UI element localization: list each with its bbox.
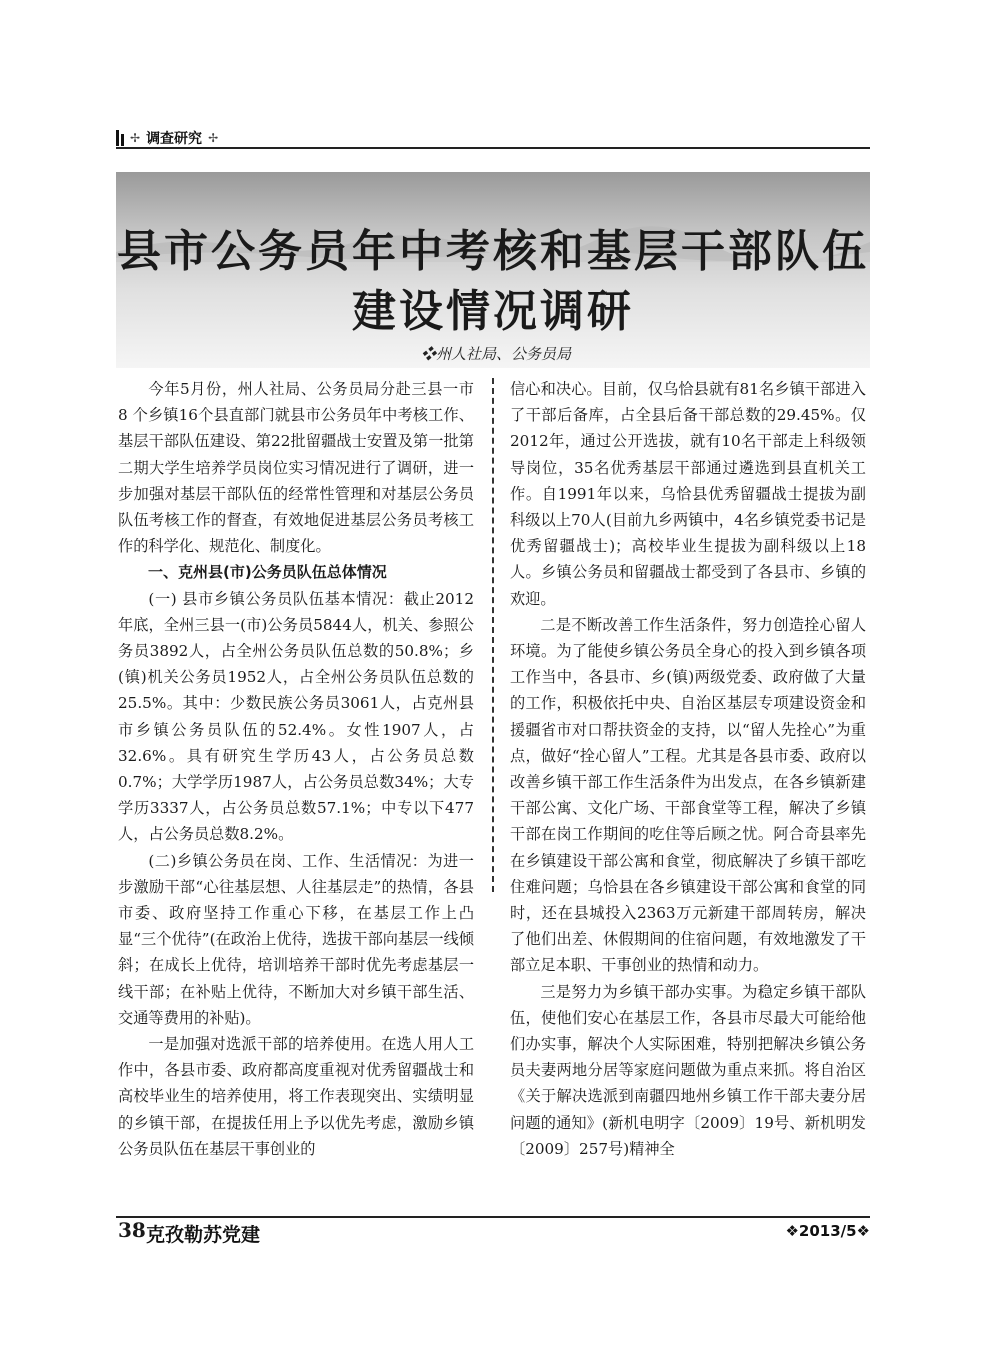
left-column	[118, 376, 474, 1162]
cross-icon: ✢	[130, 131, 141, 145]
cross-icon: ✢	[208, 131, 219, 145]
section-heading: 一、克州县(市)公务员队伍总体情况	[148, 563, 387, 582]
paragraph: 一是加强对选派干部的培养使用。在选人用人工作中，各县市委、政府都高度重视对优秀留疆战士和高校毕业生的培养使用，将工作表现突出、实绩明显的乡镇干部，在提拔任用上予以优先考虑，激励乡镇公务员队伍在基层干事创业的	[118, 1035, 474, 1158]
bottom-rule	[116, 1216, 870, 1218]
section-tag	[116, 128, 218, 148]
column-divider	[492, 378, 494, 892]
section-bars-icon	[116, 130, 124, 146]
page-number: 38	[118, 1218, 146, 1242]
right-column	[510, 376, 866, 1162]
author-byline: ❖州人社局、公务员局	[420, 345, 571, 363]
paragraph-continued: 信心和决心。目前，仅乌恰县就有81名乡镇干部进入了干部后备库，占全县后备干部总数的29.45%。仅2012年，通过公开选拔，就有10名干部走上科级领导岗位，35名优秀基层干部通过遴选到县直机关工作。自1991年以来，乌恰县优秀留疆战士提拔为副科级以上70人(目前九乡两镇中，4名乡镇党委书记是优秀留疆战士)；高校毕业生提拔为副科级以上18人。乡镇公务员和留疆战士都受到了各县市、乡镇的欢迎。	[510, 380, 866, 608]
section-label: 调查研究	[146, 131, 203, 147]
paragraph: 三是努力为乡镇干部办实事。为稳定乡镇干部队伍，使他们安心在基层工作，各县市尽最大可能给他们办实事，解决个人实际困难，特别把解决乡镇公务员夫妻两地分居等家庭问题做为重点来抓。将自治区《关于解决选派到南疆四地州乡镇工作干部夫妻分居问题的通知》(新机电明字〔2009〕19号、新机明发〔2009〕257号)精神全	[510, 982, 866, 1158]
paragraph: (二)乡镇公务员在岗、工作、生活情况：为进一步激励干部“心往基层想、人往基层走”的热情，各县市委、政府坚持工作重心下移，在基层工作上凸显“三个优待”(在政治上优待，选拔干部向基层一线倾斜；在成长上优待，培训培养干部时优先考虑基层一线干部；在补贴上优待，不断加大对乡镇干部生活、交通等费用的补贴)。	[118, 851, 474, 1027]
article-title	[116, 222, 870, 342]
paragraph: 二是不断改善工作生活条件，努力创造拴心留人环境。为了能使乡镇公务员全身心的投入到乡镇各项工作当中，各县市、乡(镇)两级党委、政府做了大量的工作，积极依托中央、自治区基层专项建设资金和援疆省市对口帮扶资金的支持，以“留人先拴心”为重点，做好“拴心留人”工程。尤其是各县市委、政府以改善乡镇干部工作生活条件为出发点，在各乡镇新建干部公寓、文化广场、干部食堂等工程，解决了乡镇干部在岗工作期间的吃住等后顾之忧。阿合奇县率先在乡镇建设干部公寓和食堂，彻底解决了乡镇干部吃住难问题；乌恰县在各乡镇建设干部公寓和食堂的同时，还在县城投入2363万元新建干部周转房，解决了他们出差、休假期间的住宿问题，有效地激发了干部立足本职、干事创业的热情和动力。	[510, 615, 866, 975]
top-rule	[116, 147, 870, 149]
paragraph: (一) 县市乡镇公务员队伍基本情况：截止2012年底，全州三县一(市)公务员5844人，机关、参照公务员3892人，占全州公务员队伍总数的50.8%；乡(镇)机关公务员1952人，占全州公务员队伍总数的25.5%。其中：少数民族公务员3061人，占克州县市乡镇公务员队伍的52.4%。女性1907人，占32.6%。具有研究生学历43人，占公务员总数0.7%；大学学历1987人，占公务员总数34%；大专学历3337人，占公务员总数57.1%；中专以下477人，占公务员总数8.2%。	[118, 589, 474, 844]
title-line-1: 县市公务员年中考核和基层干部队伍	[117, 226, 869, 277]
title-line-2: 建设情况调研	[352, 286, 634, 337]
issue-number: ❖2013/5❖	[785, 1222, 870, 1240]
magazine-name: 克孜勒苏党建	[146, 1224, 261, 1246]
paragraph: 今年5月份，州人社局、公务员局分赴三县一市 8 个乡镇16个县直部门就县市公务员年中考核工作、基层干部队伍建设、第22批留疆战士安置及第一批第二期大学生培养学员岗位实习情况进行了调研，进一步加强对基层干部队伍的经常性管理和对基层公务员队伍考核工作的督查，有效地促进基层公务员考核工作的科学化、规范化、制度化。	[118, 380, 474, 556]
